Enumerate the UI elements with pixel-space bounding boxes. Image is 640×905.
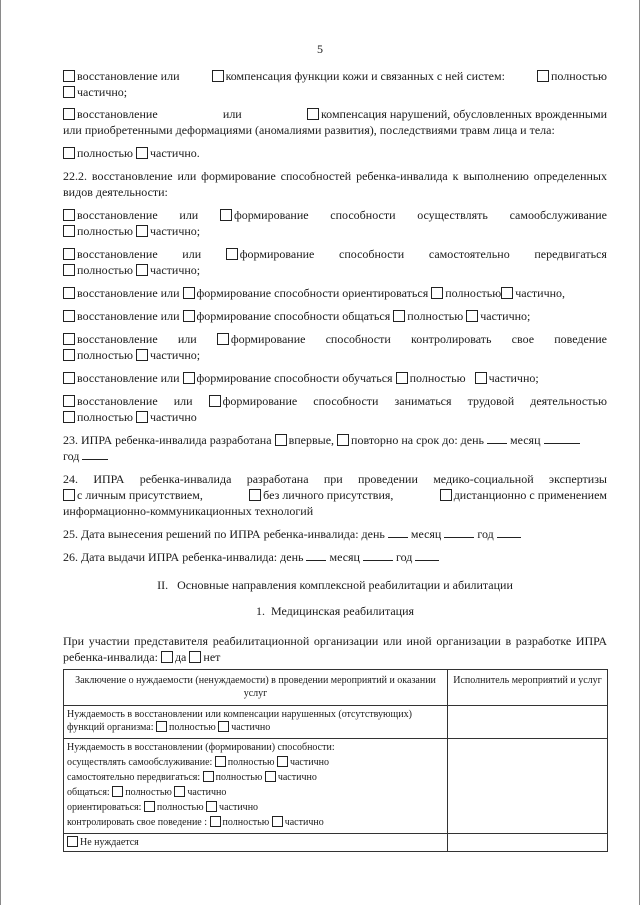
checkbox-moving-partial[interactable]: [136, 264, 148, 276]
checkbox-self-care-form[interactable]: [220, 209, 232, 221]
year-blank[interactable]: [82, 449, 108, 460]
executor-cell[interactable]: [448, 706, 608, 739]
checkbox-defects-partial[interactable]: [136, 147, 148, 159]
decision-year-blank[interactable]: [497, 527, 521, 538]
checkbox-moving-restore[interactable]: [63, 248, 75, 260]
checkbox-communicate-form[interactable]: [183, 310, 195, 322]
checkbox-communicate-full-t[interactable]: [112, 786, 123, 797]
checkbox-behavior-restore[interactable]: [63, 333, 75, 345]
checkbox-behavior-form[interactable]: [217, 333, 229, 345]
page-number: 5: [317, 42, 323, 56]
checkbox-behavior-full[interactable]: [63, 349, 75, 361]
checkbox-functions-partial[interactable]: [218, 721, 229, 732]
option-behavior: восстановление или формирование способности контролировать свое поведение полностью частично;: [63, 331, 607, 363]
checkbox-repeat[interactable]: [337, 434, 349, 446]
table-header-conclusion: Заключение о нуждаемости (ненуждаемости) в проведении мероприятий и оказании услуг: [64, 670, 448, 706]
executor-cell[interactable]: [448, 739, 608, 834]
document-body: [63, 68, 607, 852]
checkbox-learn-restore[interactable]: [63, 372, 75, 384]
participation: При участии представителя реабилитационной организации или иной организации в разработке ИПРА ребенка-инвалида: да нет: [63, 634, 607, 664]
issue-day-blank[interactable]: [306, 550, 326, 561]
checkbox-move-full[interactable]: [203, 771, 214, 782]
checkbox-learn-form[interactable]: [183, 372, 195, 384]
checkbox-behavior-partial-t[interactable]: [272, 816, 283, 827]
option-defects-extent: полностью частично.: [63, 145, 607, 161]
option-moving: восстановление или формирование способности самостоятельно передвигаться полностью частично;: [63, 246, 607, 278]
checkbox-orient-restore[interactable]: [63, 287, 75, 299]
table-header-executor: Исполнитель мероприятий и услуг: [448, 670, 608, 706]
checkbox-defects-compensate[interactable]: [307, 108, 319, 120]
option-work: восстановление или формирование способности заниматься трудовой деятельностью полностью частично: [63, 393, 607, 425]
checkbox-self-care-full[interactable]: [63, 225, 75, 237]
day-blank[interactable]: [487, 433, 507, 444]
checkbox-work-restore[interactable]: [63, 395, 75, 407]
checkbox-skin-partial[interactable]: [63, 86, 75, 98]
checkbox-skin-full[interactable]: [537, 70, 549, 82]
option-learn: восстановление или формирование способности обучаться полностью частично;: [63, 370, 607, 386]
table-row: Нуждаемость в восстановлении (формировании) способности: осуществлять самообслуживание: полностью частично самостоятельно передвигаться: полностью частично общаться: полностью частично ориентироваться: полностью частично контролировать свое поведение : полностью частично: [64, 739, 608, 834]
checkbox-work-partial[interactable]: [136, 411, 148, 423]
checkbox-move-partial[interactable]: [265, 771, 276, 782]
checkbox-orient-form[interactable]: [183, 287, 195, 299]
medical-rehab-table: [63, 669, 608, 852]
item-26: 26. Дата выдачи ИПРА ребенка-инвалида: день месяц год: [63, 549, 607, 565]
checkbox-remote[interactable]: [440, 489, 452, 501]
checkbox-self-care-partial[interactable]: [136, 225, 148, 237]
checkbox-work-full[interactable]: [63, 411, 75, 423]
checkbox-learn-partial[interactable]: [475, 372, 487, 384]
checkbox-skin-restore[interactable]: [63, 70, 75, 82]
checkbox-behavior-full-t[interactable]: [210, 816, 221, 827]
checkbox-not-needed[interactable]: [67, 836, 78, 847]
checkbox-participation-yes[interactable]: [161, 651, 173, 663]
section-2-title: II. Основные направления комплексной реабилитации и абилитации: [157, 578, 513, 592]
checkbox-self-care-restore[interactable]: [63, 209, 75, 221]
checkbox-orient-full[interactable]: [431, 287, 443, 299]
executor-cell[interactable]: [448, 834, 608, 852]
checkbox-orient-partial-t[interactable]: [206, 801, 217, 812]
checkbox-learn-full[interactable]: [396, 372, 408, 384]
checkbox-defects-restore[interactable]: [63, 108, 75, 120]
checkbox-moving-full[interactable]: [63, 264, 75, 276]
item-25: 25. Дата вынесения решений по ИПРА ребенка-инвалида: день месяц год: [63, 526, 607, 542]
table-row: Нуждаемость в восстановлении или компенсации нарушенных (отсутствующих) функций организма: полностью частично: [64, 706, 608, 739]
checkbox-first-time[interactable]: [275, 434, 287, 446]
item-23: 23. ИПРА ребенка-инвалида разработана впервые, повторно на срок до: день месяц год: [63, 432, 607, 464]
checkbox-personal[interactable]: [63, 489, 75, 501]
checkbox-defects-full[interactable]: [63, 147, 75, 159]
checkbox-communicate-partial-t[interactable]: [174, 786, 185, 797]
option-communicate: восстановление или формирование способности общаться полностью частично;: [63, 308, 607, 324]
checkbox-moving-form[interactable]: [226, 248, 238, 260]
checkbox-communicate-full[interactable]: [393, 310, 405, 322]
option-self-care: восстановление или формирование способности осуществлять самообслуживание полностью частично;: [63, 207, 607, 239]
decision-month-blank[interactable]: [444, 527, 474, 538]
issue-year-blank[interactable]: [415, 550, 439, 561]
checkbox-participation-no[interactable]: [189, 651, 201, 663]
option-skin: восстановление или компенсация функции кожи и связанных с ней систем: полностью частично;: [63, 68, 607, 100]
checkbox-orient-partial[interactable]: [501, 287, 513, 299]
checkbox-functions-full[interactable]: [156, 721, 167, 732]
subsection-1-title: 1. Медицинская реабилитация: [255, 604, 415, 618]
table-row: Не нуждается: [64, 834, 608, 852]
checkbox-skin-compensate[interactable]: [212, 70, 224, 82]
checkbox-behavior-partial[interactable]: [136, 349, 148, 361]
checkbox-absent[interactable]: [249, 489, 261, 501]
item-22-2: 22.2. восстановление или формирование способностей ребенка-инвалида к выполнению определенных видов деятельности:: [63, 169, 607, 199]
checkbox-orient-full-t[interactable]: [144, 801, 155, 812]
checkbox-selfcare-partial[interactable]: [277, 756, 288, 767]
checkbox-communicate-partial[interactable]: [466, 310, 478, 322]
option-defects: восстановление или компенсация нарушений, обусловленных врожденными или приобретенными деформациями (аномалиями развития), последствиями травм лица и тела:: [63, 107, 607, 137]
decision-day-blank[interactable]: [388, 527, 408, 538]
checkbox-work-form[interactable]: [209, 395, 221, 407]
item-24: 24. ИПРА ребенка-инвалида разработана при проведении медико-социальной экспертизы с личным присутствием, без личного присутствия, дистанционно с применением информационно-коммуникационных технологий: [63, 472, 607, 518]
option-orient: восстановление или формирование способности ориентироваться полностью частично,: [63, 285, 607, 301]
month-blank[interactable]: [544, 433, 580, 444]
issue-month-blank[interactable]: [363, 550, 393, 561]
checkbox-communicate-restore[interactable]: [63, 310, 75, 322]
checkbox-selfcare-full[interactable]: [215, 756, 226, 767]
